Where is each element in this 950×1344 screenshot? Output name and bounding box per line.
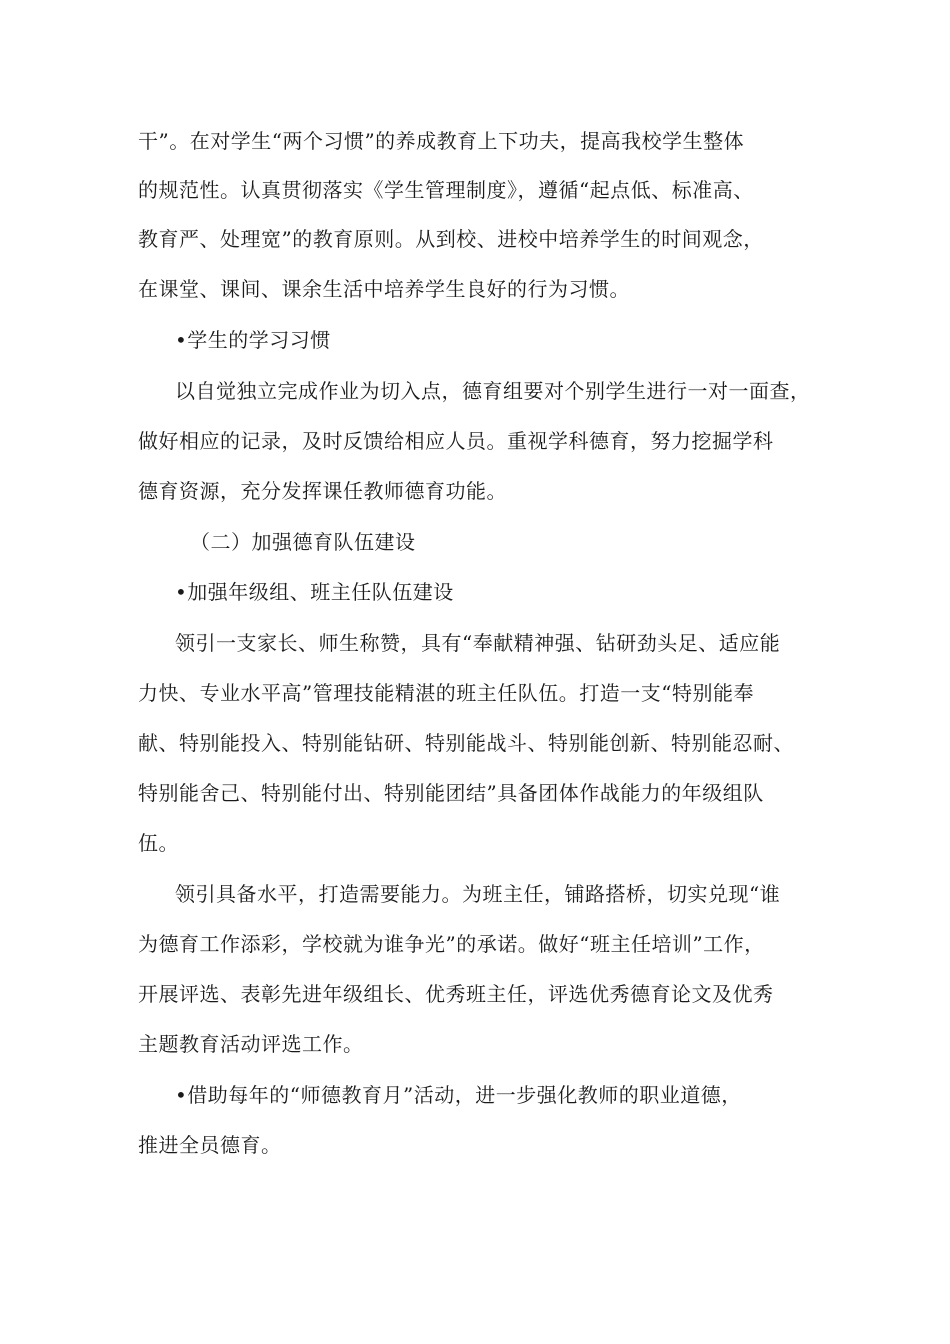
paragraph-line: 领引具备水平，打造需要能力。为班主任，铺路搭桥，切实兑现“谁 bbox=[175, 882, 781, 906]
paragraph-line: 推进全员德育。 bbox=[138, 1133, 282, 1157]
paragraph-line: 力快、专业水平高”管理技能精湛的班主任队伍。打造一支“特别能奉 bbox=[138, 681, 754, 705]
bullet-heading: •学生的学习习惯 bbox=[175, 328, 331, 352]
paragraph-line: 领引一支家长、师生称赞，具有“奉献精神强、钻研劲头足、适应能 bbox=[175, 631, 781, 655]
paragraph-line: 为德育工作添彩，学校就为谁争光”的承诺。做好“班主任培训”工作， bbox=[138, 932, 765, 956]
paragraph-line: 伍。 bbox=[138, 831, 179, 855]
bullet-heading: •借助每年的“师德教育月”活动，进一步强化教师的职业道德， bbox=[175, 1083, 742, 1107]
paragraph-line: 主题教育活动评选工作。 bbox=[138, 1032, 364, 1056]
paragraph-line: 献、特别能投入、特别能钻研、特别能战斗、特别能创新、特别能忍耐、 bbox=[138, 731, 794, 755]
bullet-heading: •加强年级组、班主任队伍建设 bbox=[175, 580, 454, 604]
paragraph-line: 特别能舍己、特别能付出、特别能团结”具备团体作战能力的年级组队 bbox=[138, 781, 764, 805]
paragraph-line: 德育资源，充分发挥课任教师德育功能。 bbox=[138, 479, 507, 503]
paragraph-line: 在课堂、课间、课余生活中培养学生良好的行为习惯。 bbox=[138, 277, 630, 301]
paragraph-line: 以自觉独立完成作业为切入点，德育组要对个别学生进行一对一面查， bbox=[175, 379, 811, 403]
paragraph-line: 做好相应的记录，及时反馈给相应人员。重视学科德育，努力挖掘学科 bbox=[138, 429, 774, 453]
paragraph-line: 教育严、处理宽”的教育原则。从到校、进校中培养学生的时间观念， bbox=[138, 227, 764, 251]
paragraph-line: 开展评选、表彰先进年级组长、优秀班主任，评选优秀德育论文及优秀 bbox=[138, 982, 774, 1006]
section-heading: （二）加强德育队伍建设 bbox=[190, 530, 416, 554]
paragraph-line: 的规范性。认真贯彻落实《学生管理制度》，遵循“起点低、标准高、 bbox=[138, 178, 754, 202]
paragraph-line: 干”。在对学生“两个习惯”的养成教育上下功夫，提高我校学生整体 bbox=[138, 129, 745, 153]
